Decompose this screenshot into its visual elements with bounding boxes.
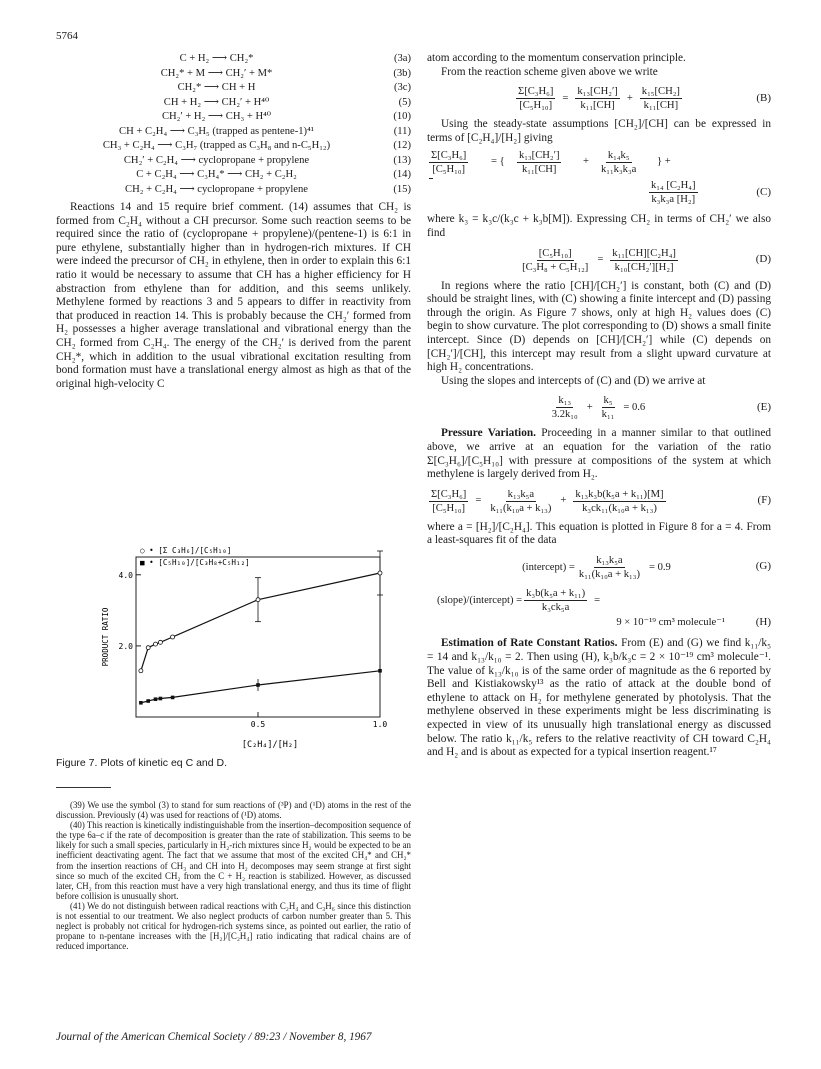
data-point — [378, 669, 382, 673]
eq-term: k₁₁(k₁₀a + k₁₃) — [578, 568, 640, 580]
figure-caption: Figure 7. Plots of kinetic eq C and D. — [56, 757, 227, 769]
right-column — [427, 52, 771, 760]
footnote: (41) We do not distinguish between radical reactions with C₂H₄ and C₃H₆ since this distinction is not essential to our treatment. We also neglect products of carbon number greater than 5. This neglect is probably not critical for hydrogen-rich systems since, as pointed out earlier, the ratio of propane to n-pentane increases with the [H₂]/[C₂H₄] ratio indicating that radical chains are of reduced importance. — [56, 900, 411, 952]
reaction-scheme — [56, 52, 411, 197]
y-axis-label: PRODUCT RATIO — [101, 607, 110, 667]
reaction-number: (12) — [393, 140, 411, 152]
eq-term: k₅ — [603, 395, 613, 407]
eq-term: k₁₅[CH₂] — [641, 86, 680, 98]
body-paragraph: In regions where the ratio [CH]/[CH₂′] is constant, both (C) and (D) should be straight lines, with (C) showing a finite intercept and (D) passing through the origin. As Figure 7 shows, only at high H₂ values does (C) begin to show curvature. The plot corresponding to (D) shows a small finite intercept. Since (D) depends on [CH]/[CH₂′] while (C) depends on [CH₂′]/[CH], this intercept may result from a slight upward curvature at high H₂ concentrations. — [427, 279, 771, 374]
reaction-number: (11) — [393, 125, 411, 137]
eq-term: (slope)/(intercept) = — [437, 594, 523, 606]
reaction-equation: CH₂ + C₂H₄ ⟶ cyclopropane + propylene — [125, 183, 308, 195]
reaction-equation: C + C₂H₄ ⟶ C₃H₄* ⟶ CH₂ + C₂H₂ — [136, 169, 297, 181]
reaction-row — [56, 81, 411, 96]
eq-term: k₁₃[CH₂′] — [577, 86, 618, 98]
reaction-equation: CH₂′ + C₂H₄ ⟶ cyclopropane + propylene — [123, 154, 310, 166]
body-paragraph: From the reaction scheme given above we write — [441, 65, 658, 78]
section-heading: Estimation of Rate Constant Ratios. — [441, 637, 618, 650]
eq-term: k₁₁(k₁₀a + k₁₃) — [490, 502, 552, 514]
equation-D: $\frac{\text{[C₅H₁₀]}}{\text{[C₃H₈ + C₅H₁₂]}}$ = $\frac{\text{k₁₁[CH][C₂H₄]}}{\text{k₁₀[CH₂′][H₂]}}$ (D) — [522, 247, 771, 273]
data-point — [146, 646, 150, 650]
reaction-row — [56, 139, 411, 154]
reaction-equation: CH₂* + M ⟶ CH₂′ + M* — [160, 67, 273, 79]
eq-term: = 0.6 — [623, 402, 646, 414]
equation-number: (F) — [757, 494, 771, 507]
eq-term: k₁₁[CH] — [522, 164, 557, 176]
data-point — [171, 635, 175, 639]
eq-term: Σ[C₃H₆] — [518, 86, 554, 98]
reaction-row — [56, 96, 411, 111]
reaction-number: (14) — [393, 169, 411, 181]
equation-H-cont — [427, 616, 771, 630]
reaction-equation: CH₂* ⟶ CH + H — [177, 82, 256, 94]
reaction-equation: C + H₂ ⟶ CH₂* — [179, 53, 254, 65]
series-line — [141, 671, 380, 703]
data-point — [139, 701, 143, 705]
eq-term: k₁₄k₅ — [607, 150, 630, 162]
eq-term: = 0.9 — [648, 561, 671, 573]
equation-F: $\frac{\text{Σ[C₃H₆]}}{\text{[C₅H₁₀]}}$ = $\frac{\text{k₁₃k₅a}}{\text{k₁₁(k₁₀a + k₁₃)}}$ + $\frac{\text{k₁₃k₃b(k₅a + k₁₁)[M]}}{\text{k₃ck₁₁(k₁₀a + k₁₃)}}$ (F) — [431, 488, 771, 514]
reaction-equation: CH + H₂ ⟶ CH₂′ + H⁴⁰ — [163, 96, 270, 108]
reaction-row — [56, 125, 411, 140]
eq-term: k₁₁[CH] — [643, 100, 679, 112]
y-tick-label: 2.0 — [118, 641, 133, 651]
equation-number: (D) — [755, 253, 771, 266]
reaction-number: (3b) — [393, 67, 411, 79]
figure-7-chart — [80, 537, 400, 762]
journal-footer: Journal of the American Chemical Society / 89:23 / November 8, 1967 — [56, 1031, 372, 1043]
x-tick-label: 1.0 — [372, 720, 388, 729]
eq-term: [C₅H₁₀] — [432, 164, 466, 176]
footnotes — [56, 800, 411, 951]
eq-term: k₁₃k₃b(k₅a + k₁₁)[M] — [575, 488, 664, 500]
eq-term: k₃ck₅a — [541, 601, 570, 613]
eq-term: k₁₃k₅a — [596, 554, 623, 566]
reaction-row — [56, 183, 411, 198]
footnote: (40) This reaction is kinetically indistinguishable from the insertion–decomposition sequence of the type 6a–c if the rate of decomposition is greater than the rate of stabilization. This seems to be likely for such a small species, particularly in H₂-rich mixtures since H₂ would be expected to be an inefficient deactivating agent. The fact that we assume that most of the excited CH₄* and CH₂* from the insertion reactions of CH₃ and CH into H₂ decomposes may seem strange at first sight since so much of the excited CH₂ from the C + H₂ reaction is stabilized. However, as discussed later, CH₂ from this reaction must have a very high translational energy, and thus its time of flight before collision is unusually short. — [56, 820, 411, 901]
section-paragraph — [427, 637, 771, 759]
body-paragraph: where a = [H₂]/[C₂H₄]. This equation is plotted in Figure 8 for a = 4. From a least-squares fit of the data — [427, 520, 771, 547]
x-axis-label: [C₂H₄]/[H₂] — [241, 740, 299, 750]
eq-term: k₃ck₁₁(k₁₀a + k₁₃) — [582, 502, 657, 514]
eq-term: k₁₁ — [601, 409, 615, 421]
left-column — [56, 52, 411, 391]
y-tick-label: 4.0 — [118, 570, 133, 580]
legend-entry: ■ • [C₅H₁₀]/[C₃H₈+C₅H₁₂] — [140, 558, 250, 567]
reaction-row — [56, 67, 411, 82]
equation-number: (E) — [756, 401, 771, 414]
data-point — [256, 598, 260, 602]
eq-term: 9 × 10⁻¹⁹ cm³ molecule⁻¹ — [616, 616, 725, 628]
body-paragraph: where k₃ = k₃c/(k₃c + k₃b[M]). Expressing CH₂ in terms of CH₂′ we also find — [427, 213, 771, 239]
eq-term: k₃b(k₅a + k₁₁) — [526, 587, 586, 599]
equation-B: $\frac{\text{Σ[C₃H₆]}}{\text{[C₅H₁₀]}}$ = $\frac{\text{k₁₃[CH₂′]}}{\text{k₁₁[CH]}}$ + $\frac{\text{k₁₅[CH₂]}}{\text{k₁₁[CH]}}$ (B) — [518, 86, 771, 112]
eq-term: [C₅H₁₀] — [538, 247, 572, 259]
equation-E: $\frac{\text{k₁₃}}{\text{3.2k₁₀}}$ + $\frac{\text{k₅}}{\text{k₁₁}}$ = 0.6 (E) — [551, 395, 771, 421]
eq-term: [C₅H₁₀] — [519, 100, 553, 112]
eq-term: k₁₁k₃k₃a — [601, 164, 637, 176]
body-paragraph: Using the steady-state assumptions [CH₂]/[CH] can be expressed in terms of [C₂H₄]/[H₂] giving — [427, 118, 771, 144]
eq-term: k₁₃ — [558, 395, 572, 407]
data-point — [146, 699, 150, 703]
reaction-number: (5) — [398, 96, 411, 108]
equation-number: (B) — [756, 91, 771, 104]
reaction-number: (15) — [393, 183, 411, 195]
reaction-equation: CH₃ + C₂H₄ ⟶ C₃H₇ (trapped as C₃H₈ and n-C₅H₁₂) — [102, 140, 331, 152]
eq-term: k₁₄ [C₂H₄] — [651, 180, 696, 192]
data-point — [154, 697, 158, 701]
legend-entry: ○ • [Σ C₃H₆]/[C₅H₁₀] — [140, 546, 232, 555]
body-paragraph: Using the slopes and intercepts of (C) and (D) we arrive at — [441, 374, 706, 387]
equation-G — [427, 554, 771, 581]
eq-term: 3.2k₁₀ — [551, 409, 578, 421]
eq-term: [C₅H₁₀] — [432, 502, 466, 514]
x-tick-label: 0.5 — [250, 720, 266, 729]
reaction-equation: CH + C₂H₄ ⟶ C₃H₅ (trapped as pentene-1)⁴¹ — [119, 125, 314, 137]
body-paragraph: Reactions 14 and 15 require brief comment. (14) assumes that CH₂ is formed from C₂H₄ without a CH precursor. Some such reaction seems to be required since the ratio of (cyclopropane + propylene)/(pentene-1) is 6:1 in pure ethylene, substantially higher than in hydrogen-rich mixtures. If CH were indeed the precursor of CH₂ in ethylene, then in order to explain this 6:1 ratio it would be necessary to assume that CH has a higher efficiency for H abstraction from ethylene than for addition, and this seems unlikely. Methylene formed by reactions 3 and 5 appears to differ in reactivity from that produced in reaction 14. This is probably because the CH₂′ formed from H₂ possesses a higher average translational and vibrational energy than the CH₂ formed from C₂H₄. The energy of the CH₂′ is derived from the parent CH₂*, which in addition to the usual vibrational excitation resulting from bond formation must have a translational energy almost as high as that of the original high-velocity C — [56, 201, 411, 390]
reaction-number: (3c) — [393, 82, 411, 94]
reaction-equation: CH₂′ + H₂ ⟶ CH₃ + H⁴⁰ — [161, 111, 272, 123]
equation-number: (C) — [756, 186, 771, 199]
equation-C: $\frac{\text{Σ[C₃H₆]}}{\text{[C₅H₁₀]}}$ = { $\frac{\text{k₁₃[CH₂′]}}{\text{k₁₁[CH]}}$ + $\frac{\text{k₁₄k₅}}{\text{k₁₁k₃k₃a}}$ } + $\frac{\text{k₁₄ [C₂H₄]}}{\text{k₃k₃a [H₂]}}$ (C) — [431, 150, 771, 206]
eq-term: k₁₃[CH₂′] — [519, 150, 560, 162]
data-point — [158, 640, 162, 644]
eq-term: [C₃H₈ + C₅H₁₂] — [522, 261, 589, 273]
eq-term — [429, 178, 433, 179]
reaction-row — [56, 168, 411, 183]
data-point — [139, 669, 143, 673]
eq-term: k₃k₃a [H₂] — [651, 194, 696, 206]
reaction-row — [56, 110, 411, 125]
reaction-number: (13) — [393, 154, 411, 166]
eq-term: Σ[C₃H₆] — [431, 150, 467, 162]
footnote: (39) We use the symbol (3) to stand for sum reactions of (³P) and (¹D) atoms in the rest of the discussion. Previously (4) was used for reactions of (¹D) atoms. — [56, 800, 411, 821]
body-paragraph: atom according to the momentum conservation principle. — [427, 52, 686, 64]
data-point — [159, 697, 163, 701]
page-number: 5764 — [56, 30, 78, 42]
section-paragraph — [427, 427, 771, 481]
equation-number: (H) — [755, 615, 771, 628]
eq-term: k₁₃k₅a — [507, 488, 535, 500]
reaction-row — [56, 154, 411, 169]
body-text: From (E) and (G) we find k₁₁/k₅ = 14 and k₁₃/k₁₀ = 2. Then using (H), k₃b/k₃c = 2 × 10⁻¹⁹ cm³ molecule⁻¹. The value of k₁₃/k₁₀ is of the same order of magnitude as the 6 reported by Bell and Kistiakowsky¹³ as the ratio of attack at the double bond of ethylene to attack on H₂ for methylene generated by photolysis. That the methylene observed in these experiments might be less discriminating is expected in view of its unusually high translational energy as discussed below. The ratio k₁₁/k₅ refers to the relative reactivity of CH toward C₂H₄ and H₂ and is about as expected for a typical insertion reagent.¹⁷ — [427, 637, 772, 759]
reaction-number: (10) — [393, 111, 411, 123]
data-point — [171, 696, 175, 700]
eq-term: k₁₀[CH₂′][H₂] — [614, 261, 674, 273]
section-heading: Pressure Variation. — [441, 427, 536, 440]
body-text: Proceeding in a manner similar to that outlined above, we arrive at an equation for the variation of the ratio Σ[C₃H₆]/[C₅H₁₀] with pressure at compositions of the system at which methylene is largely derived from H₂. — [427, 427, 771, 481]
footnote-rule — [56, 787, 111, 788]
data-point — [378, 571, 382, 575]
eq-term: (intercept) = — [522, 561, 575, 573]
equation-number: (G) — [755, 560, 771, 573]
data-point — [256, 683, 260, 687]
eq-term: k₁₁[CH] — [580, 100, 615, 112]
equation-H: (slope)/(intercept) = $\frac{\text{k₃b(k₅a + k₁₁)}}{\text{k₃ck₅a}}$ = — [437, 587, 601, 613]
reaction-row — [56, 52, 411, 67]
data-point — [154, 642, 158, 646]
eq-term: k₁₁[CH][C₂H₄] — [612, 247, 676, 259]
eq-term: Σ[C₃H₆] — [431, 488, 467, 500]
reaction-number: (3a) — [393, 53, 411, 65]
